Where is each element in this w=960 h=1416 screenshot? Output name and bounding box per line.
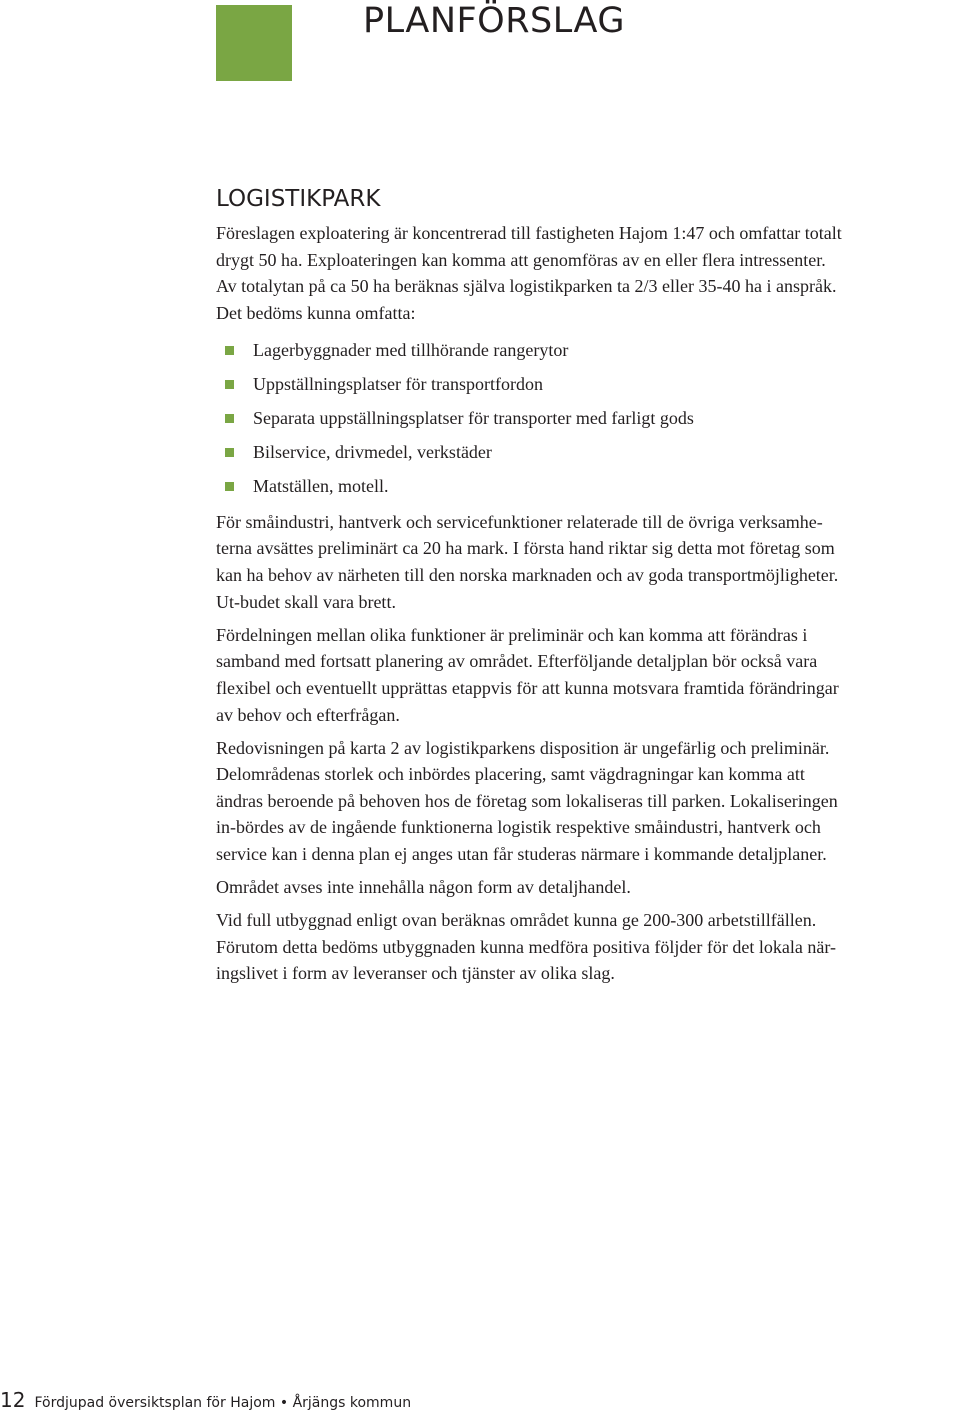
text-line: ändras beroende på behoven hos de företag som lokaliseras till parken. Lokaliseringen	[216, 790, 838, 811]
text-line: samband med fortsatt planering av området. Efterföljande detaljplan bör också vara	[216, 651, 818, 672]
chapter-title: PLANFÖRSLAG	[363, 1, 626, 41]
paragraph-arbetstillfallen	[216, 907, 960, 987]
list-item	[216, 435, 960, 469]
text-line: Området avses inte innehålla någon form av detaljhandel.	[216, 877, 631, 898]
page-number: 12	[0, 1388, 26, 1412]
body-text	[216, 220, 960, 993]
text-line: av behov och efterfrågan.	[216, 704, 400, 725]
list-item-text: Lagerbyggnader med tillhörande rangerytor	[253, 339, 569, 360]
text-line: drygt 50 ha. Exploateringen kan komma att genomföras av en eller flera intressenter.	[216, 249, 826, 270]
text-line: Av totalytan på ca 50 ha beräknas själva logistikparken ta 2/3 eller 35-40 ha i anspråk.	[216, 276, 837, 297]
footer-title: Fördjupad översiktsplan för Hajom • Årjängs kommun	[34, 1395, 412, 1411]
list-item-text: Uppställningsplatser för transportfordon	[253, 373, 543, 394]
text-line: Det bedöms kunna omfatta:	[216, 302, 416, 323]
list-item	[216, 469, 960, 503]
square-bullet-icon	[225, 346, 234, 355]
list-item-text: Bilservice, drivmedel, verkstäder	[253, 441, 492, 462]
text-line: in-bördes av de ingående funktionerna logistik respektive småindustri, hantverk och	[216, 817, 821, 838]
square-bullet-icon	[225, 380, 234, 389]
paragraph-fordelning	[216, 622, 960, 728]
text-line: Delområdenas storlek och inbördes placering, samt vägdragningar kan komma att	[216, 764, 805, 785]
paragraph-smaindustri	[216, 509, 960, 615]
text-line: terna avsättes preliminärt ca 20 ha mark. I första hand riktar sig detta mot företag som	[216, 538, 835, 559]
text-line: kan ha behov av närheten till den norska marknaden och av goda transportmöjligheter.	[216, 565, 839, 586]
square-bullet-icon	[225, 448, 234, 457]
text-line: service kan i denna plan ej anges utan får studeras närmare i kommande detaljplaner.	[216, 844, 827, 864]
intro-paragraph	[216, 220, 960, 326]
text-line: Vid full utbyggnad enligt ovan beräknas området kunna ge 200-300 arbetstillfällen.	[216, 910, 817, 931]
list-item-text: Matställen, motell.	[253, 475, 389, 496]
list-item-text: Separata uppställningsplatser för transporter med farligt gods	[253, 407, 694, 428]
list-item	[216, 367, 960, 401]
text-line: Fördelningen mellan olika funktioner är preliminär och kan komma att förändras i	[216, 624, 808, 645]
list-item	[216, 401, 960, 435]
page-footer	[0, 1387, 411, 1416]
text-line: Föreslagen exploatering är koncentrerad till fastigheten Hajom 1:47 och omfattar totalt	[216, 223, 842, 243]
text-line: Ut-budet skall vara brett.	[216, 591, 396, 612]
chapter-color-block	[216, 5, 292, 81]
paragraph-detaljhandel	[216, 874, 960, 901]
text-line: Förutom detta bedöms utbyggnaden kunna medföra positiva följder för det lokala när-	[216, 936, 836, 957]
text-line: Redovisningen på karta 2 av logistikparkens disposition är ungefärlig och preliminär.	[216, 737, 830, 758]
bullet-list	[216, 333, 960, 503]
text-line: flexibel och eventuellt upprättas etappvis för att kunna motsvara framtida förändringar	[216, 677, 839, 698]
text-line: För småindustri, hantverk och servicefunktioner relaterade till de övriga verksamhe-	[216, 511, 823, 532]
square-bullet-icon	[225, 414, 234, 423]
square-bullet-icon	[225, 482, 234, 491]
paragraph-redovisning	[216, 735, 960, 868]
section-title: LOGISTIKPARK	[216, 186, 381, 212]
list-item	[216, 333, 960, 367]
text-line: ingslivet i form av leveranser och tjänster av olika slag.	[216, 963, 615, 984]
